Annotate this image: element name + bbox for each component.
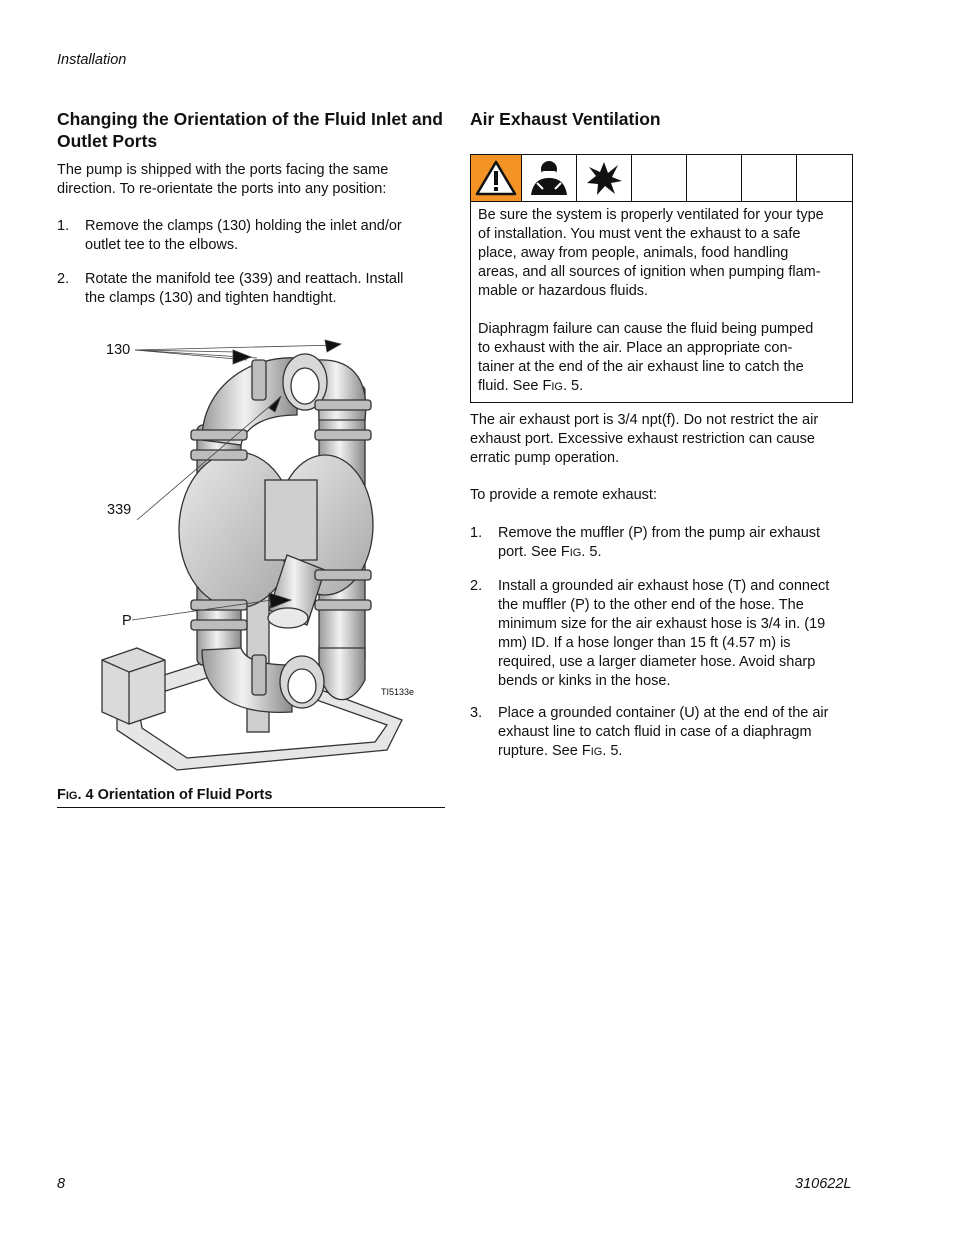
warning-triangle-icon <box>471 155 522 201</box>
right-heading: Air Exhaust Ventilation <box>470 109 661 129</box>
pump-drawing <box>57 330 447 780</box>
figure-tag: TI5133e <box>381 687 415 697</box>
step-number: 2. <box>470 578 483 594</box>
step-text: Remove the muffler (P) from the pump air exhaust port. See FIG. 5. <box>498 525 821 560</box>
respirator-person-icon <box>522 155 577 201</box>
step-text: Rotate the manifold tee (339) and reattach. Install the clamps (130) and tighten handtight. <box>85 271 404 306</box>
callout-339: 339 <box>107 502 132 518</box>
left-intro: The pump is shipped with the ports facing the same direction. To re-orientate the ports into any position: <box>57 162 389 197</box>
section-label: Installation <box>57 52 127 68</box>
callout-p: P <box>122 613 132 629</box>
figure-caption: FIG. 4 Orientation of Fluid Ports <box>57 787 445 808</box>
step-number: 3. <box>470 705 483 721</box>
explosion-icon <box>577 155 632 201</box>
left-heading: Changing the Orientation of the Fluid Inlet and Outlet Ports <box>57 109 443 151</box>
empty-icon-cell <box>797 155 852 201</box>
step-text: Install a grounded air exhaust hose (T) and connect the muffler (P) to the other end of the hose. The minimum size for the air exhaust hose is 3/4 in. (19 mm) ID. If a hose longer than 15 ft (4.57 m) is required, use a larger diameter hose. Avoid sharp bends or kinks in the hose. <box>498 578 830 689</box>
empty-icon-cell <box>687 155 742 201</box>
right-paragraph-2: To provide a remote exhaust: <box>470 487 657 503</box>
page-number: 8 <box>57 1176 66 1192</box>
document-number: 310622L <box>795 1176 852 1192</box>
empty-icon-cell <box>632 155 687 201</box>
warning-paragraph-1: Be sure the system is properly ventilated for your type of installation. You must vent the exhaust to a safe place, away from people, animals, food handling areas, and all sources of ignition when pumping flam- mable or hazardous fluids. <box>478 207 824 299</box>
step-text: Place a grounded container (U) at the end of the air exhaust line to catch fluid in case of a diaphragm rupture. See FIG. 5. <box>498 705 829 759</box>
step-number: 1. <box>470 525 483 541</box>
warning-icon-row <box>471 155 852 202</box>
warning-paragraph-2: Diaphragm failure can cause the fluid being pumped to exhaust with the air. Place an appropriate con- tainer at the end of the air exhaust line to catch the fluid. See FIG. 5. <box>478 321 814 394</box>
step-number: 1. <box>57 218 70 234</box>
warning-text <box>471 202 852 402</box>
right-paragraph-1: The air exhaust port is 3/4 npt(f). Do not restrict the air exhaust port. Excessive exhaust restriction can cause erratic pump operation. <box>470 412 819 466</box>
step-number: 2. <box>57 271 70 287</box>
step-text: Remove the clamps (130) holding the inlet and/or outlet tee to the elbows. <box>85 218 402 253</box>
warning-box <box>470 154 853 403</box>
empty-icon-cell <box>742 155 797 201</box>
pump-figure <box>57 330 447 780</box>
callout-130: 130 <box>106 342 131 358</box>
